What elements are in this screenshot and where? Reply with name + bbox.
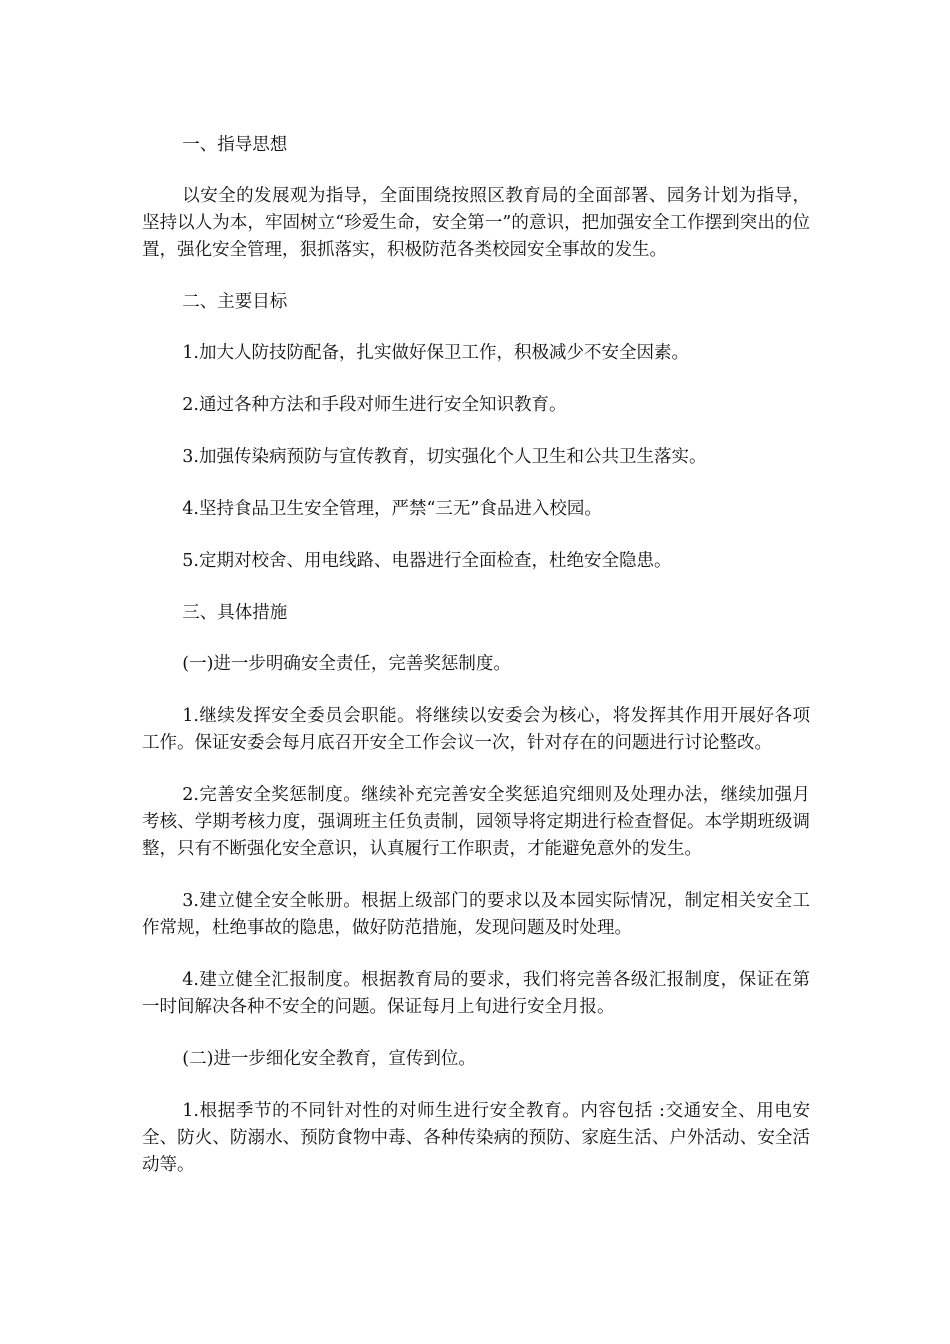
- subheading-education: (二)进一步细化安全教育，宣传到位。: [182, 1049, 476, 1069]
- goal-item-2: 2.通过各种方法和手段对师生进行安全知识教育。: [182, 395, 567, 415]
- heading-specific-measures: 三、具体措施: [182, 603, 288, 623]
- measure-item-1: 1.继续发挥安全委员会职能。将继续以安委会为核心，将发挥其作用开展好各项工作。保证安委会每月底召开安全工作会议一次，针对存在的问题进行讨论整改。: [142, 706, 810, 753]
- document-body: [142, 132, 810, 1204]
- subheading-responsibility: (一)进一步明确安全责任，完善奖惩制度。: [182, 654, 511, 674]
- measure-item-2: 2.完善安全奖惩制度。继续补充完善安全奖惩追究细则及处理办法，继续加强月考核、学期考核力度，强调班主任负责制，园领导将定期进行检查督促。本学期班级调整，只有不断强化安全意识，认真履行工作职责，才能避免意外的发生。: [142, 785, 810, 859]
- goal-item-1: 1.加大人防技防配备，扎实做好保卫工作，积极减少不安全因素。: [182, 343, 689, 363]
- goal-item-5: 5.定期对校舍、用电线路、电器进行全面检查，杜绝安全隐患。: [182, 551, 672, 571]
- paragraph-guiding-ideology: 以安全的发展观为指导，全面围绕按照区教育局的全面部署、园务计划为指导，坚持以人为本，牢固树立“珍爱生命，安全第一”的意识，把加强安全工作摆到突出的位置，强化安全管理，狠抓落实，积极防范各类校园安全事故的发生。: [142, 186, 810, 260]
- measure-item-4: 4.建立健全汇报制度。根据教育局的要求，我们将完善各级汇报制度，保证在第一时间解决各种不安全的问题。保证每月上旬进行安全月报。: [142, 970, 810, 1017]
- heading-main-goals: 二、主要目标: [182, 292, 288, 312]
- measure-item-3: 3.建立健全安全帐册。根据上级部门的要求以及本园实际情况，制定相关安全工作常规，杜绝事故的隐患，做好防范措施，发现问题及时处理。: [142, 891, 810, 938]
- goal-item-3: 3.加强传染病预防与宣传教育，切实强化个人卫生和公共卫生落实。: [182, 447, 707, 467]
- heading-guiding-ideology: 一、指导思想: [182, 135, 288, 155]
- goal-item-4: 4.坚持食品卫生安全管理，严禁“三无”食品进入校园。: [182, 499, 602, 519]
- education-item-1: 1.根据季节的不同针对性的对师生进行安全教育。内容包括 :交通安全、用电安全、防火、防溺水、预防食物中毒、各种传染病的预防、家庭生活、户外活动、安全活动等。: [142, 1101, 810, 1175]
